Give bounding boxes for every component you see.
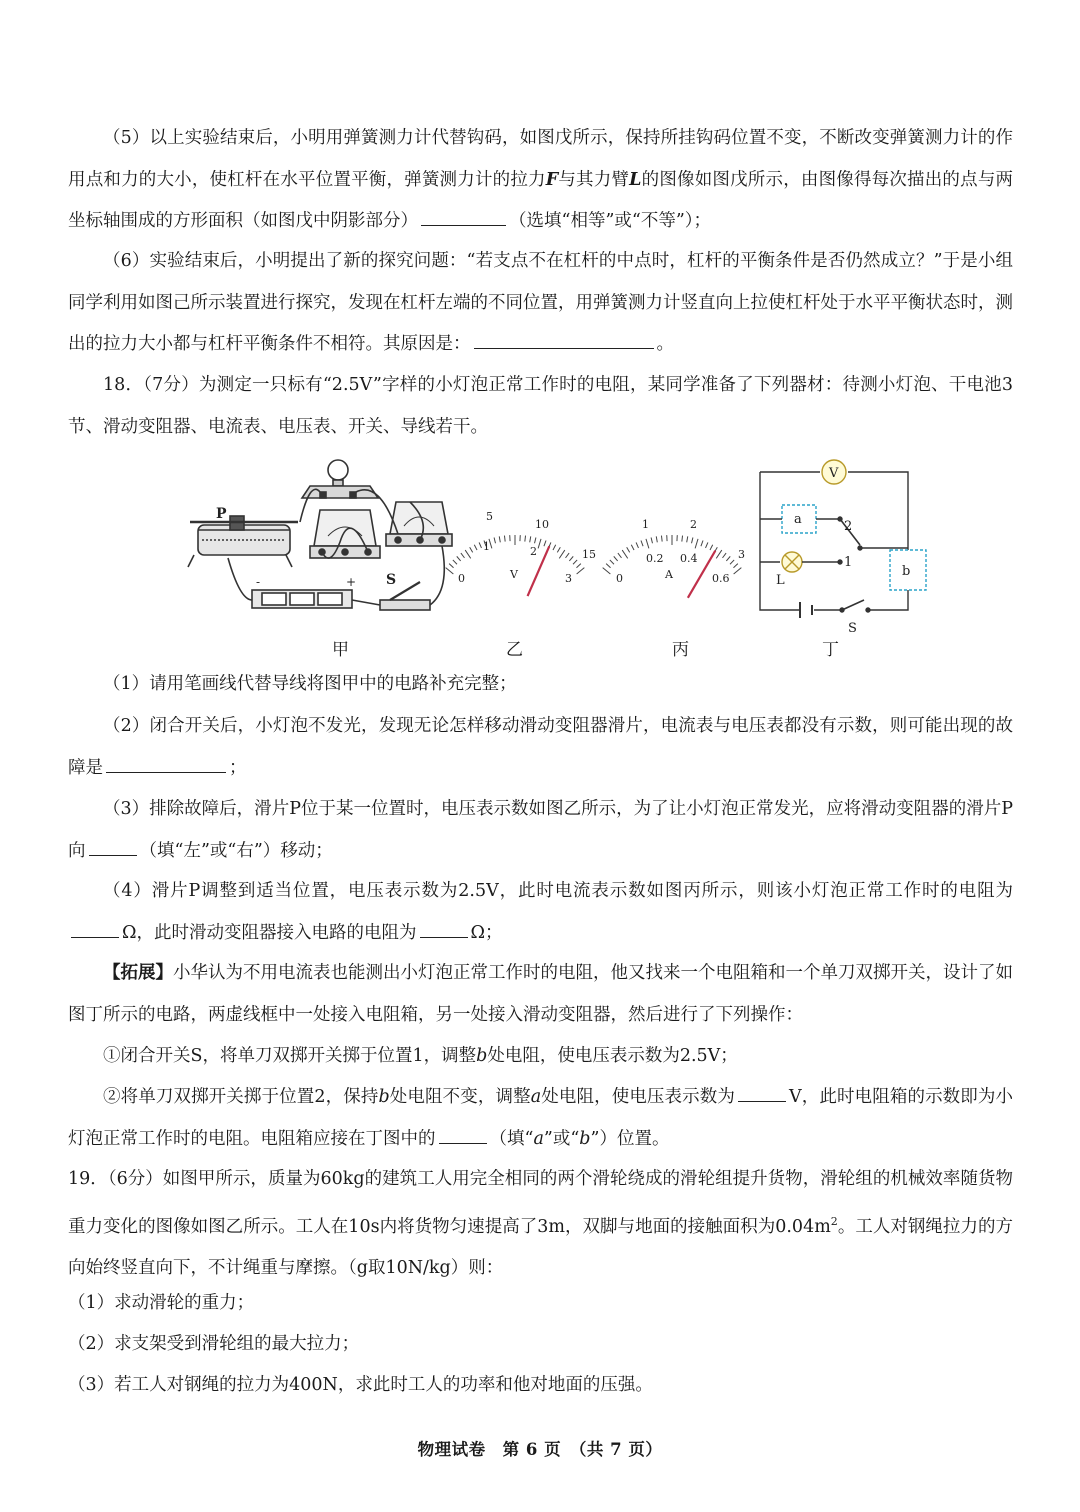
unit-label: A: [665, 568, 673, 581]
caption-ding: 丁: [822, 640, 839, 660]
dial-tick: [656, 536, 657, 542]
answer-blank[interactable]: [420, 936, 468, 938]
answer-blank[interactable]: [106, 771, 226, 773]
var-F: F: [545, 169, 559, 190]
wire: [352, 600, 380, 605]
dial-tick: [573, 560, 577, 564]
text: （1）请用笔画线代替导线将图甲中的电路补充完整；: [103, 674, 517, 694]
dial-tick: [449, 564, 453, 568]
var-b: b: [476, 1046, 488, 1066]
voltmeter-device: [310, 510, 380, 558]
text: 小华认为不用电流表也能测出小灯泡正常工作时的电阻，他又找来一个电阻箱和一个单刀双掷开关，设计了如图丁所示的电路，两虚线框中一处接入电阻箱，另一处接入滑动变阻器，然后进行了下列操作：: [68, 963, 1013, 1025]
caption-jia: 甲: [332, 640, 349, 660]
dial-tick: [470, 547, 473, 552]
dial-tick: [553, 545, 556, 550]
dial-tick: [577, 568, 585, 574]
tick-label: 3: [565, 572, 572, 585]
circuit-figure: [180, 450, 940, 660]
dial-tick: [474, 545, 477, 550]
label-L: L: [776, 573, 785, 588]
text: （填“左”或“右”）移动；: [139, 840, 333, 861]
text: （2）闭合开关后，小灯泡不发光，发现无论怎样移动滑动变阻器滑片，电流表与电压表都没有示数，则可能出现的故障是: [68, 716, 1013, 778]
label-circuit-S: S: [848, 621, 857, 636]
question-18-part-1: [68, 664, 1013, 706]
tick-label: 10: [535, 518, 549, 531]
dial-tick: [603, 568, 611, 574]
dial-tick: [726, 556, 730, 561]
dial-tick: [504, 536, 505, 542]
extension-tag: 【拓展】: [103, 963, 173, 983]
dial-tick: [706, 542, 708, 548]
var-b: b: [378, 1087, 390, 1107]
text: 18．（7分）为测定一只标有“2.5V”字样的小灯泡正常工作时的电阻，某同学准备了下列器材：待测小灯泡、干电池3节、滑动变阻器、电流表、电压表、开关、导线若干。: [68, 375, 1013, 437]
dial-tick: [687, 536, 688, 542]
ammeter-device: [386, 502, 452, 546]
label-S: S: [386, 572, 397, 588]
text: Ω；: [470, 922, 503, 943]
question-17-part-5: [68, 118, 1013, 243]
dial-tick: [538, 539, 541, 549]
extension-section: [68, 953, 1013, 1036]
dial-tick: [716, 550, 722, 558]
dial-tick: [651, 537, 652, 543]
label-V: V: [829, 466, 839, 481]
question-19: [68, 1159, 1013, 1289]
question-19-part-2: [68, 1324, 1013, 1366]
dial-tick: [499, 536, 500, 542]
text: 处电阻，使电压表示数为: [541, 1087, 736, 1107]
unit-label: V: [510, 568, 518, 581]
text: ”或“: [543, 1128, 580, 1149]
tick-label: 1: [483, 540, 490, 553]
dial-tick: [544, 541, 546, 547]
dial-tick: [479, 542, 481, 548]
dial-tick: [618, 553, 622, 558]
question-18: [68, 365, 1013, 448]
extension-step-2: [68, 1077, 1013, 1160]
page-footer: 物理试卷 第 6 页 （共 7 页）: [417, 1440, 663, 1459]
label-plus: +: [346, 575, 357, 589]
voltmeter-dial: [446, 510, 596, 596]
question-18-part-4: [68, 871, 1013, 954]
answer-blank[interactable]: [439, 1142, 487, 1144]
label-P: P: [216, 506, 227, 522]
dial-tick: [559, 550, 565, 558]
tick-label: 5: [486, 510, 493, 523]
question-18-part-2: [68, 706, 1013, 789]
dial-tick: [446, 568, 454, 574]
var-a: a: [530, 1087, 542, 1107]
label-2: 2: [844, 519, 853, 534]
text: ”）位置。: [590, 1128, 670, 1149]
tick-label: 0.4: [680, 552, 698, 565]
text: ②将单刀双掷开关掷于位置2，保持: [103, 1087, 379, 1107]
dial-tick: [627, 547, 630, 552]
dial-tick: [730, 560, 734, 564]
text: ；: [229, 757, 247, 778]
lamp: [302, 460, 378, 498]
tick-label: 2: [530, 545, 537, 558]
tick-label: 15: [582, 548, 596, 561]
rheostat: [188, 516, 298, 567]
wire: [228, 558, 252, 600]
text: （选填“相等”或“不等”）；: [509, 211, 712, 231]
dial-tick: [535, 537, 536, 543]
text: 处电阻，使电压表示数为2.5V；: [487, 1046, 738, 1066]
dial-tick: [682, 536, 683, 542]
caption-yi: 乙: [506, 640, 523, 660]
dial-tick: [636, 542, 638, 548]
dial-tick: [723, 553, 727, 558]
text: 19．（6分）如图甲所示，质量为60kg的建筑工人用完全相同的两个滑轮绕成的滑轮组提升货物，滑轮组的机械效率随货物重力变化的图像如图乙所示。工人在10s内将货物匀速提高了3m，双脚与地面的接触面积为0.04m: [68, 1169, 1013, 1237]
dial-tick: [733, 564, 737, 568]
answer-blank[interactable]: [89, 854, 137, 856]
circuit-diagram: [760, 460, 926, 618]
text: Ω，此时滑动变阻器接入电路的电阻为: [122, 922, 417, 943]
text: 。: [656, 334, 674, 354]
text: （2）求支架受到滑轮组的最大拉力；: [68, 1334, 360, 1354]
dial-tick: [646, 539, 649, 549]
dial-tick: [610, 560, 614, 564]
tick-label: 2: [690, 518, 697, 531]
dial-tick: [692, 537, 693, 543]
dial-tick: [661, 536, 662, 542]
answer-blank[interactable]: [71, 936, 119, 938]
dial-tick: [461, 553, 465, 558]
label-a: a: [794, 512, 802, 527]
var-L: L: [629, 169, 642, 190]
caption-bing: 丙: [672, 640, 689, 660]
tick-label: 0: [458, 572, 465, 585]
dial-tick: [453, 560, 457, 564]
text: 。工人对钢绳拉力的方向始终竖直向下，不计绳重与摩擦。（g取10N/kg）则：: [68, 1216, 1013, 1278]
dial-tick: [734, 568, 742, 574]
dial-tick: [631, 545, 634, 550]
answer-blank[interactable]: [421, 224, 506, 226]
var-b: b: [579, 1128, 591, 1149]
wire: [430, 546, 444, 605]
dial-tick: [622, 550, 628, 558]
dial-tick: [465, 550, 471, 558]
text: V，此时电阻箱的示数即为小灯泡正常工作时的电阻。电阻箱应接在丁图中的: [68, 1087, 1014, 1149]
tick-label: 1: [642, 518, 649, 531]
label-1: 1: [844, 555, 853, 570]
dial-tick: [525, 536, 526, 542]
tick-label: 0: [616, 572, 623, 585]
text: 的图像如图戊所示，由图像得每次描出的点与两坐标轴围成的方形面积（如图戊中阴影部分）: [68, 169, 1014, 231]
text: 处电阻不变，调整: [389, 1087, 531, 1107]
dial-tick: [641, 541, 643, 547]
label-minus: -: [256, 575, 261, 589]
dial-tick: [695, 539, 698, 549]
dial-tick: [701, 541, 703, 547]
tick-label: 3: [738, 548, 745, 561]
dial-tick: [566, 553, 570, 558]
answer-blank[interactable]: [738, 1100, 786, 1102]
text: （5）以上实验结束后，小明用弹簧测力计代替钩码，如图戊所示，保持所挂钩码位置不变，不断改变弹簧测力计的作用点和力的大小，使杠杆在水平位置平衡，弹簧测力计的拉力: [68, 128, 1013, 190]
extension-step-1: [68, 1036, 1013, 1078]
dial-tick: [569, 556, 573, 561]
dial-tick: [557, 547, 560, 552]
tick-label: 0.6: [712, 572, 730, 585]
dial-tick: [494, 537, 495, 543]
text: （3）若工人对钢绳的拉力为400N，求此时工人的功率和他对地面的压强。: [68, 1375, 653, 1395]
question-18-part-3: [68, 789, 1013, 872]
ammeter-dial: [603, 518, 745, 598]
dial-tick: [457, 556, 461, 561]
battery-pack: [252, 590, 352, 608]
tick-label: 0.2: [646, 552, 664, 565]
text: （填“: [489, 1128, 534, 1149]
dial-tick: [606, 564, 610, 568]
question-17-part-6: [68, 241, 1013, 366]
question-19-part-3: [68, 1365, 1013, 1407]
label-b: b: [902, 564, 911, 579]
text: （3）排除故障后，滑片P位于某一位置时，电压表示数如图乙所示，为了让小灯泡正常发光，应将滑动变阻器的滑片P向: [68, 799, 1013, 861]
dial-tick: [576, 564, 580, 568]
text: ①闭合开关S，将单刀双掷开关掷于位置1，调整: [103, 1046, 477, 1066]
var-a: a: [533, 1128, 544, 1149]
text: （6）实验结束后，小明提出了新的探究问题：“若支点不在杠杆的中点时，杠杆的平衡条件是否仍然成立？”于是小组同学利用如图己所示装置进行探究，发现在杠杆左端的不同位置，用弹簧测力计竖直向上拉使杠杆处于水平平衡状态时，测出的拉力大小都与杠杆平衡条件不相符。其原因是：: [68, 251, 1013, 354]
dial-tick: [614, 556, 618, 561]
text: 与其力臂: [558, 169, 630, 190]
superscript: 2: [830, 1214, 838, 1228]
text: （4）滑片P调整到适当位置，电压表示数为2.5V，此时电流表示数如图丙所示，则该小灯泡正常工作时的电阻为: [103, 881, 1013, 901]
answer-blank[interactable]: [474, 347, 654, 349]
question-19-part-1: [68, 1283, 1013, 1325]
dial-tick: [530, 536, 531, 542]
text: （1）求动滑轮的重力；: [68, 1293, 255, 1313]
dial-tick: [710, 545, 713, 550]
